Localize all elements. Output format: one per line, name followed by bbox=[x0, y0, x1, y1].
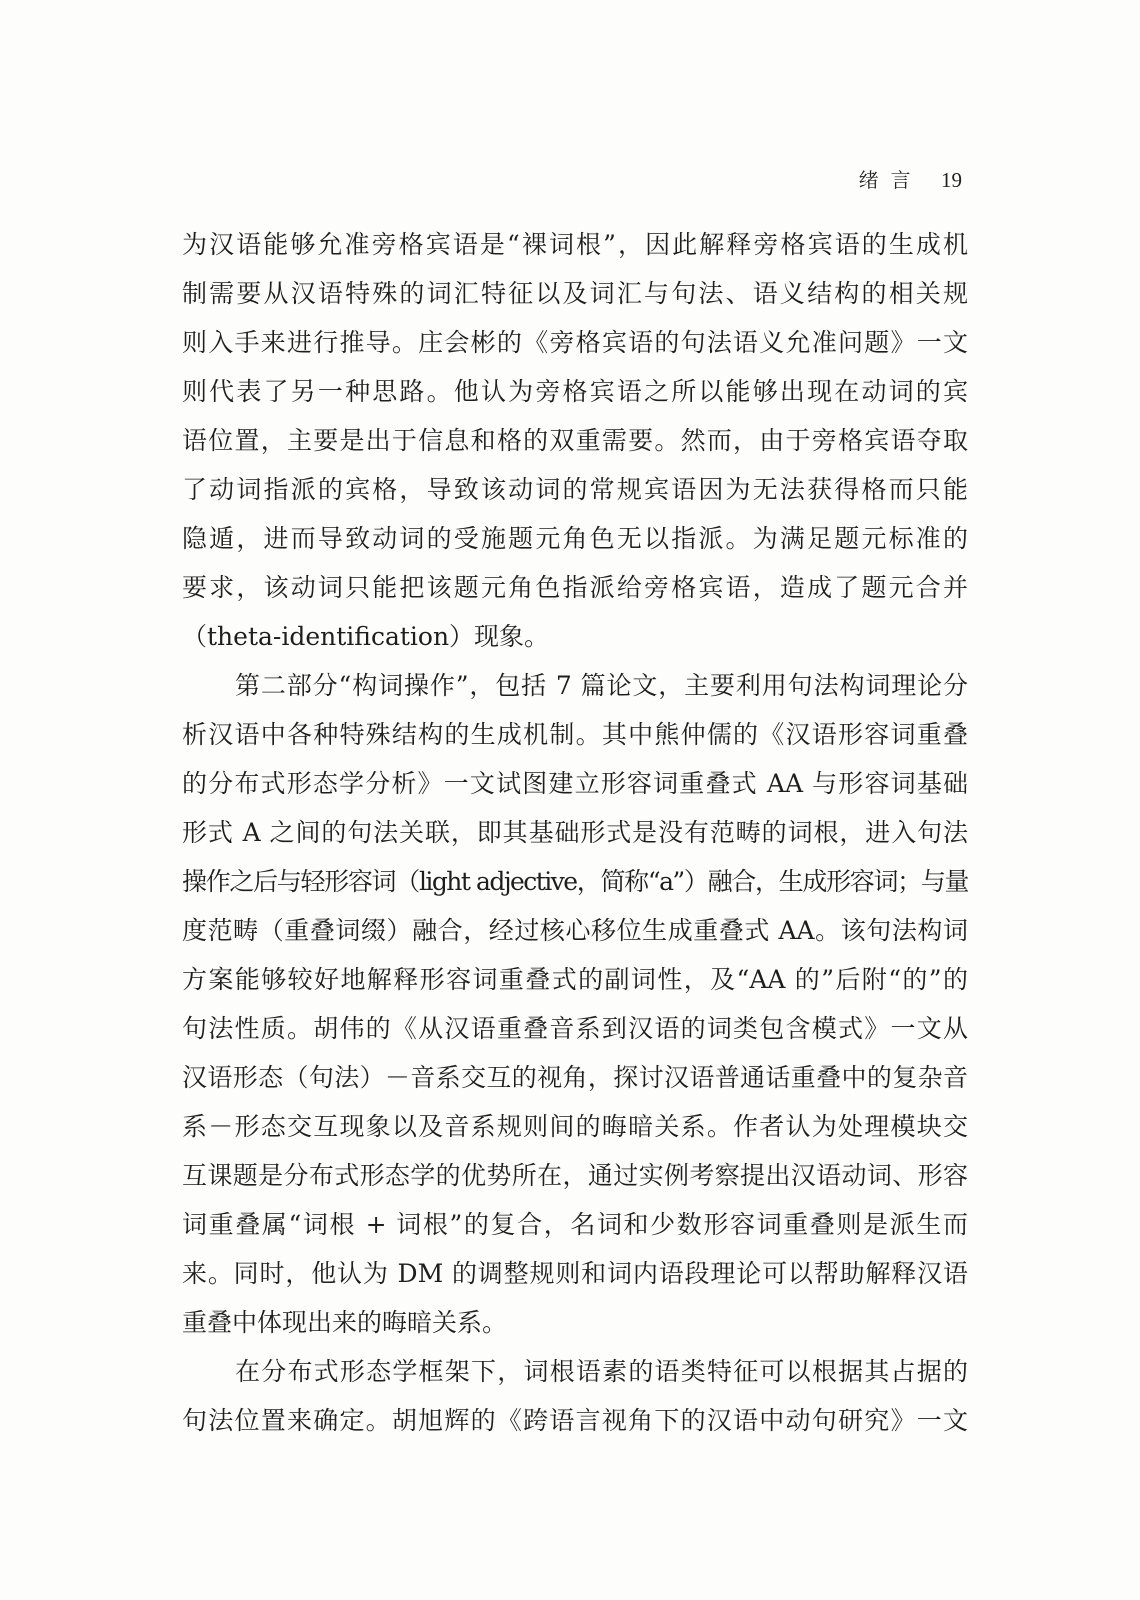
text-line: 隐遁，进而导致动词的受施题元角色无以指派。为满足题元标准的 bbox=[182, 524, 968, 553]
running-header bbox=[859, 166, 962, 194]
text-line: 方案能够较好地解释形容词重叠式的副词性，及“AA 的”后附“的”的 bbox=[182, 965, 968, 994]
text-line: 则入手来进行推导。庄会彬的《旁格宾语的句法语义允准问题》一文 bbox=[182, 328, 968, 357]
text-line: 句法位置来确定。胡旭辉的《跨语言视角下的汉语中动句研究》一文 bbox=[182, 1406, 968, 1435]
text-line: 了动词指派的宾格，导致该动词的常规宾语因为无法获得格而只能 bbox=[182, 475, 968, 504]
text-line: 词重叠属“词根 + 词根”的复合，名词和少数形容词重叠则是派生而 bbox=[182, 1210, 968, 1239]
text-line: 汉语形态（句法）－音系交互的视角，探讨汉语普通话重叠中的复杂音 bbox=[182, 1063, 968, 1092]
text-line: 语位置，主要是出于信息和格的双重需要。然而，由于旁格宾语夺取 bbox=[182, 426, 968, 455]
body-text bbox=[182, 220, 968, 1445]
text-line: 来。同时，他认为 DM 的调整规则和词内语段理论可以帮助解释汉语 bbox=[182, 1259, 968, 1288]
text-line: 重叠中体现出来的晦暗关系。 bbox=[182, 1308, 508, 1337]
text-line: （theta-identification）现象。 bbox=[182, 622, 550, 651]
paragraph bbox=[182, 661, 968, 1347]
text-line: 为汉语能够允准旁格宾语是“裸词根”，因此解释旁格宾语的生成机 bbox=[182, 230, 968, 259]
page-number: 19 bbox=[941, 168, 962, 192]
text-line: 操作之后与轻形容词（light adjective，简称“a”）融合，生成形容词；与量 bbox=[182, 867, 968, 896]
chapter-title: 绪言 bbox=[858, 168, 923, 192]
text-line: 第二部分“构词操作”，包括 7 篇论文，主要利用句法构词理论分 bbox=[235, 671, 968, 700]
text-line: 的分布式形态学分析》一文试图建立形容词重叠式 AA 与形容词基础 bbox=[182, 769, 968, 798]
text-line: 在分布式形态学框架下，词根语素的语类特征可以根据其占据的 bbox=[235, 1357, 968, 1386]
text-line: 度范畴（重叠词缀）融合，经过核心移位生成重叠式 AA。该句法构词 bbox=[182, 916, 968, 945]
text-line: 系－形态交互现象以及音系规则间的晦暗关系。作者认为处理模块交 bbox=[182, 1112, 968, 1141]
paragraph bbox=[182, 1347, 968, 1445]
text-line: 析汉语中各种特殊结构的生成机制。其中熊仲儒的《汉语形容词重叠 bbox=[182, 720, 968, 749]
text-line: 互课题是分布式形态学的优势所在，通过实例考察提出汉语动词、形容 bbox=[182, 1161, 968, 1190]
paragraph bbox=[182, 220, 968, 661]
text-line: 形式 A 之间的句法关联，即其基础形式是没有范畴的词根，进入句法 bbox=[182, 818, 968, 847]
text-line: 要求，该动词只能把该题元角色指派给旁格宾语，造成了题元合并 bbox=[182, 573, 968, 602]
text-line: 句法性质。胡伟的《从汉语重叠音系到汉语的词类包含模式》一文从 bbox=[182, 1014, 968, 1043]
text-line: 制需要从汉语特殊的词汇特征以及词汇与句法、语义结构的相关规 bbox=[182, 279, 968, 308]
text-line: 则代表了另一种思路。他认为旁格宾语之所以能够出现在动词的宾 bbox=[182, 377, 968, 406]
